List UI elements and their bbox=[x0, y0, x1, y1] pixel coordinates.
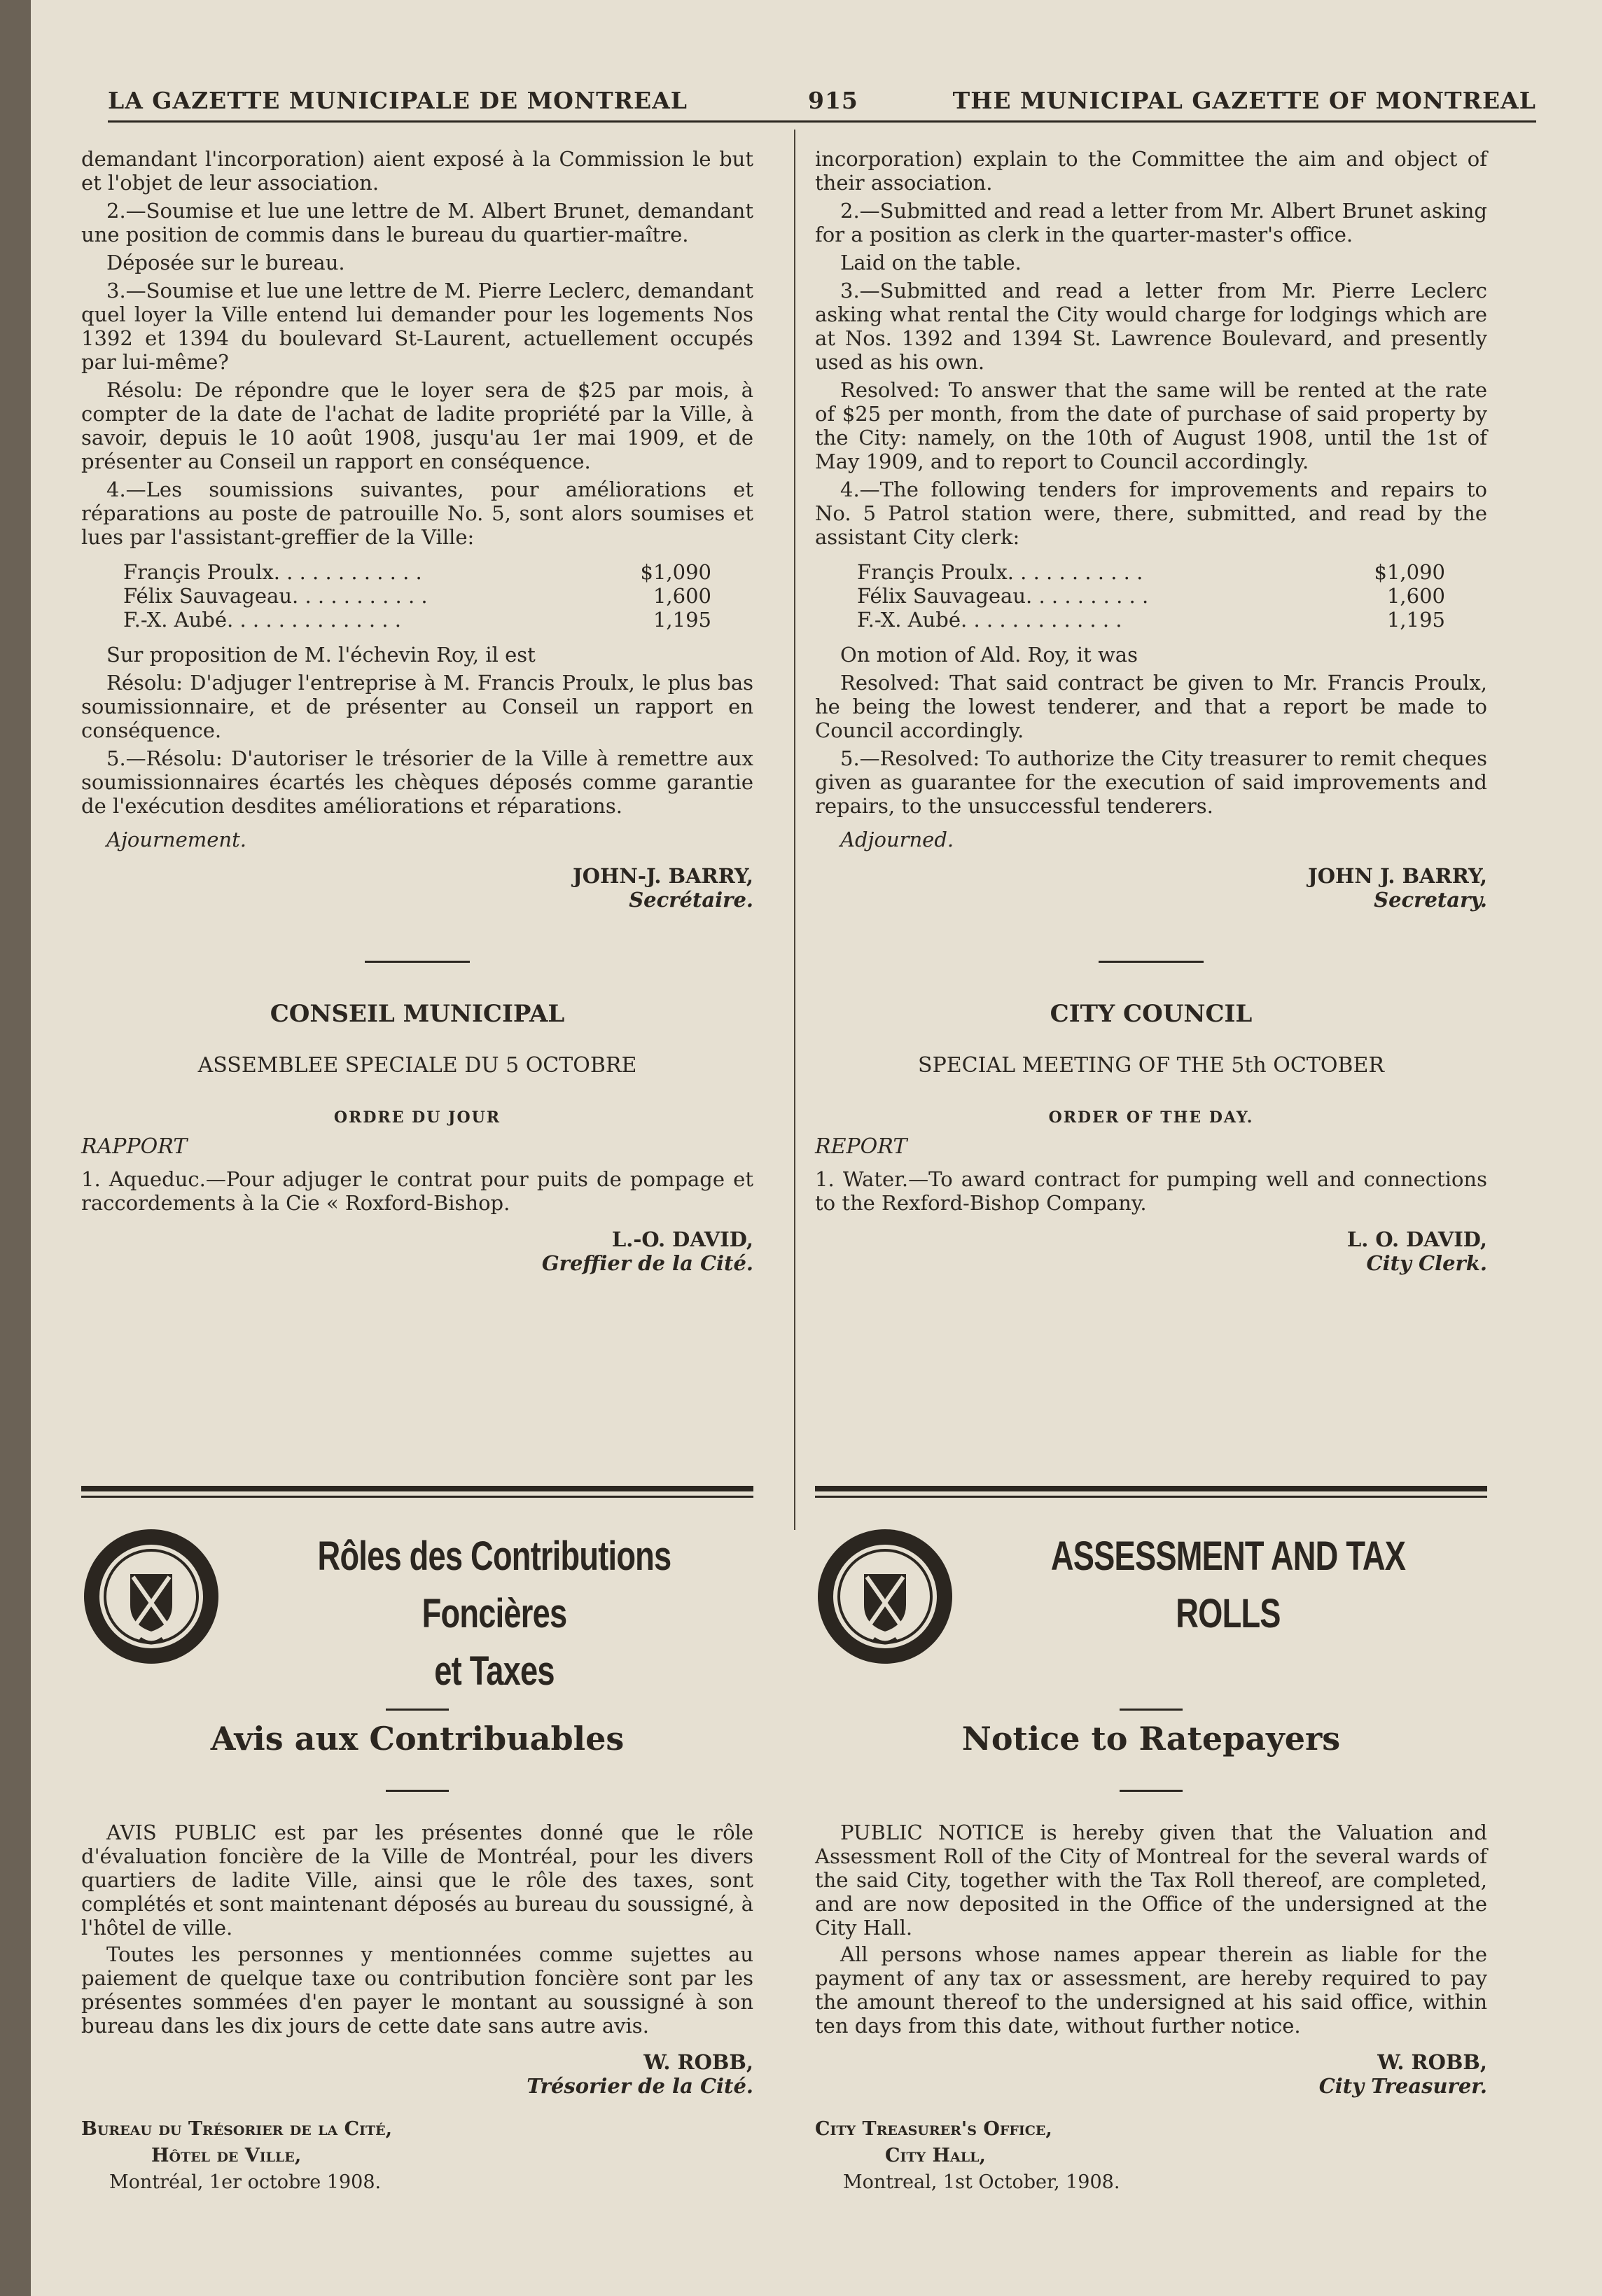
fr-notice-title bbox=[287, 1528, 702, 1700]
en-clerk-signature bbox=[815, 1227, 1487, 1275]
fr-treasurer-signature bbox=[81, 2050, 753, 2098]
en-notice-subtitle: Notice to Ratepayers bbox=[961, 1720, 1341, 1758]
en-thin-rule bbox=[815, 1496, 1487, 1498]
header-title-fr: LA GAZETTE MUNICIPALE DE MONTREAL bbox=[108, 87, 688, 114]
en-council-title: CITY COUNCIL bbox=[1050, 1000, 1253, 1028]
title-line: ASSESSMENT AND TAX bbox=[1050, 1533, 1406, 1579]
office-line: City Hall, bbox=[885, 2145, 986, 2166]
fr-paragraph-7: Sur proposition de M. l'échevin Roy, il est bbox=[106, 643, 536, 667]
office-line: Montreal, 1st October, 1908. bbox=[843, 2171, 1120, 2193]
fr-clerk-signature bbox=[81, 1227, 753, 1275]
signature-name: L.-O. DAVID, bbox=[611, 1227, 753, 1251]
office-line: City Treasurer's Office, bbox=[815, 2118, 1052, 2140]
signature-title: Trésorier de la Cité. bbox=[527, 2074, 753, 2098]
fr-paragraph-9: 5.—Résolu: D'autoriser le trésorier de la Ville à remettre aux soumissionnaires écartés les chèques déposés comme garantie de l'exécution desdites améliorations et réparations. bbox=[81, 746, 753, 818]
en-paragraph-4: 3.—Submitted and read a letter from Mr. Pierre Leclerc asking what rental the City would charge for lodgings which are at Nos. 1392 and 1394 St. Lawrence Boulevard, and presently used as his own. bbox=[815, 279, 1487, 374]
tender-row bbox=[857, 584, 1445, 608]
title-rule bbox=[386, 1709, 449, 1711]
en-report-heading: REPORT bbox=[815, 1134, 907, 1159]
notice-paragraph: Toutes les personnes y mentionnées comme sujettes au paiement de quelque taxe ou contribution foncière sont par les présentes sommées d'en payer le montant au soussigné à son bureau dans les dix jours de cette date sans autre avis. bbox=[81, 1942, 753, 2038]
tender-name: Françis Proulx. . . . . . . . . . . . bbox=[123, 560, 422, 584]
fr-office-address bbox=[81, 2116, 753, 2196]
fr-report-heading: RAPPORT bbox=[81, 1134, 188, 1159]
en-paragraph-5: Resolved: To answer that the same will be rented at the rate of $25 per month, from the date of purchase of said property by the City: namely, on the 10th of August 1908, until the 1st of May 1909, and to report to Council accordingly. bbox=[815, 378, 1487, 473]
tender-name: Félix Sauvageau. . . . . . . . . . . bbox=[123, 584, 428, 608]
fr-paragraph-5: Résolu: De répondre que le loyer sera de $25 par mois, à compter de la date de l'achat de ladite propriété par la Ville, à savoir, depuis le 10 août 1908, jusqu'au 1er mai 1909, et de présenter au Conseil un rapport en conséquence. bbox=[81, 378, 753, 473]
tender-name: Félix Sauvageau. . . . . . . . . . bbox=[857, 584, 1149, 608]
en-meeting-title: SPECIAL MEETING OF THE 5th OCTOBER bbox=[918, 1053, 1384, 1078]
en-paragraph-3: Laid on the table. bbox=[840, 251, 1022, 274]
subtitle-rule bbox=[386, 1790, 449, 1792]
en-office-address bbox=[815, 2116, 1487, 2196]
tender-amount: $1,090 bbox=[640, 560, 711, 584]
fr-paragraph-3: Déposée sur le bureau. bbox=[106, 251, 345, 274]
signature-name: JOHN J. BARRY, bbox=[1307, 864, 1487, 888]
tender-row bbox=[857, 560, 1445, 584]
office-line: Montréal, 1er octobre 1908. bbox=[109, 2171, 382, 2193]
en-paragraph-1: incorporation) explain to the Committee the aim and object of their association. bbox=[815, 147, 1487, 195]
fr-thick-rule bbox=[81, 1486, 753, 1491]
fr-tender-list bbox=[123, 560, 711, 632]
en-notice-body bbox=[815, 1821, 1487, 2196]
column-divider bbox=[794, 130, 795, 1530]
signature-title: Greffier de la Cité. bbox=[541, 1251, 753, 1275]
en-secretary-signature bbox=[815, 864, 1487, 912]
title-line: ROLLS bbox=[1176, 1591, 1281, 1636]
office-line: Hôtel de Ville, bbox=[151, 2145, 302, 2166]
notice-paragraph: AVIS PUBLIC est par les présentes donné que le rôle d'évaluation foncière de la Ville de Montréal, pour les divers quartiers de ladite Ville, ainsi que le rôle des taxes, sont complétés et sont maintenant déposés au bureau du soussigné, à l'hôtel de ville. bbox=[81, 1821, 753, 1940]
tender-row bbox=[123, 584, 711, 608]
signature-title: Secrétaire. bbox=[629, 888, 753, 912]
en-agenda-item: 1. Water.—To award contract for pumping well and connections to the Rexford-Bishop Company. bbox=[815, 1167, 1487, 1215]
en-paragraph-2: 2.—Submitted and read a letter from Mr. Albert Brunet asking for a position as clerk in the quarter-master's office. bbox=[815, 199, 1487, 246]
fr-paragraph-6: 4.—Les soumissions suivantes, pour améliorations et réparations au poste de patrouille No. 5, sont alors soumises et lues par l'assistant-greffier de la Ville: bbox=[81, 478, 753, 549]
header-rule bbox=[108, 120, 1536, 123]
en-paragraph-7: On motion of Ald. Roy, it was bbox=[840, 643, 1138, 667]
tender-amount: $1,090 bbox=[1374, 560, 1445, 584]
fr-council-title: CONSEIL MUNICIPAL bbox=[270, 1000, 565, 1028]
city-seal-icon bbox=[815, 1526, 955, 1667]
title-line: Rôles des Contributions Foncières bbox=[317, 1533, 671, 1636]
title-rule bbox=[1120, 1709, 1183, 1711]
city-seal-icon bbox=[81, 1526, 221, 1667]
notice-paragraph: PUBLIC NOTICE is hereby given that the Valuation and Assessment Roll of the City of Montreal for the several wards of the said City, together with the Tax Roll thereof, are completed, and are now deposited in the Office of the undersigned at the City Hall. bbox=[815, 1821, 1487, 1940]
tender-amount: 1,195 bbox=[1386, 608, 1445, 632]
fr-notice-subtitle: Avis aux Contribuables bbox=[210, 1720, 625, 1758]
page-header bbox=[108, 78, 1536, 120]
fr-paragraph-4: 3.—Soumise et lue une lettre de M. Pierre Leclerc, demandant quel loyer la Ville entend lui demander pour les logements Nos 1392 et 1394 du boulevard St-Laurent, actuellement occupés par lui-même? bbox=[81, 279, 753, 374]
en-order-of-day: ORDER OF THE DAY. bbox=[1048, 1108, 1254, 1127]
english-column bbox=[815, 147, 1487, 1275]
en-paragraph-9: 5.—Resolved: To authorize the City treasurer to remit cheques given as guarantee for the execution of said improvements and repairs, to the unsuccessful tenderers. bbox=[815, 746, 1487, 818]
section-rule bbox=[1099, 961, 1204, 963]
en-adjourned: Adjourned. bbox=[840, 828, 954, 851]
signature-name: W. ROBB, bbox=[643, 2050, 753, 2074]
section-rule bbox=[365, 961, 470, 963]
tender-amount: 1,600 bbox=[1386, 584, 1445, 608]
signature-name: JOHN-J. BARRY, bbox=[573, 864, 753, 888]
fr-order-of-day: ORDRE DU JOUR bbox=[333, 1108, 501, 1127]
signature-title: City Clerk. bbox=[1366, 1251, 1487, 1275]
fr-adjourned: Ajournement. bbox=[106, 828, 246, 851]
tender-name: F.-X. Aubé. . . . . . . . . . . . . . bbox=[123, 608, 401, 632]
fr-agenda-item: 1. Aqueduc.—Pour adjuger le contrat pour puits de pompage et raccordements à la Cie « Roxford-Bishop. bbox=[81, 1167, 753, 1215]
title-line: et Taxes bbox=[434, 1648, 555, 1694]
tender-name: F.-X. Aubé. . . . . . . . . . . . . bbox=[857, 608, 1122, 632]
fr-paragraph-2: 2.—Soumise et lue une lettre de M. Albert Brunet, demandant une position de commis dans le bureau du quartier-maître. bbox=[81, 199, 753, 246]
en-thick-rule bbox=[815, 1486, 1487, 1491]
en-paragraph-6: 4.—The following tenders for improvements and repairs to No. 5 Patrol station were, there, submitted, and read by the assistant City clerk: bbox=[815, 478, 1487, 549]
en-paragraph-8: Resolved: That said contract be given to Mr. Francis Proulx, he being the lowest tenderer, and that a report be made to Council accordingly. bbox=[815, 671, 1487, 742]
fr-notice-body bbox=[81, 1821, 753, 2196]
gazette-page bbox=[31, 0, 1602, 2296]
tender-row bbox=[123, 560, 711, 584]
notice-paragraph: All persons whose names appear therein as liable for the payment of any tax or assessment, are hereby required to pay the amount thereof to the undersigned at his said office, within ten days from this date, without further notice. bbox=[815, 1942, 1487, 2038]
fr-paragraph-8: Résolu: D'adjuger l'entreprise à M. Francis Proulx, le plus bas soumissionnaire, et de présenter au Conseil un rapport en conséquence. bbox=[81, 671, 753, 742]
en-notice-title bbox=[1021, 1528, 1436, 1643]
office-line: Bureau du Trésorier de la Cité, bbox=[81, 2118, 393, 2140]
tender-name: Françis Proulx. . . . . . . . . . . bbox=[857, 560, 1143, 584]
tender-row bbox=[857, 608, 1445, 632]
signature-name: W. ROBB, bbox=[1377, 2050, 1487, 2074]
tender-amount: 1,195 bbox=[653, 608, 711, 632]
page-number: 915 bbox=[808, 87, 858, 114]
en-tender-list bbox=[857, 560, 1445, 632]
fr-secretary-signature bbox=[81, 864, 753, 912]
signature-title: City Treasurer. bbox=[1318, 2074, 1487, 2098]
signature-title: Secretary. bbox=[1374, 888, 1487, 912]
tender-amount: 1,600 bbox=[653, 584, 711, 608]
fr-meeting-title: ASSEMBLEE SPECIALE DU 5 OCTOBRE bbox=[197, 1053, 637, 1078]
signature-name: L. O. DAVID, bbox=[1346, 1227, 1487, 1251]
en-treasurer-signature bbox=[815, 2050, 1487, 2098]
subtitle-rule bbox=[1120, 1790, 1183, 1792]
french-column bbox=[81, 147, 753, 1275]
fr-thin-rule bbox=[81, 1496, 753, 1498]
tender-row bbox=[123, 608, 711, 632]
header-title-en: THE MUNICIPAL GAZETTE OF MONTREAL bbox=[952, 87, 1536, 114]
fr-paragraph-1: demandant l'incorporation) aient exposé à la Commission le but et l'objet de leur association. bbox=[81, 147, 753, 195]
